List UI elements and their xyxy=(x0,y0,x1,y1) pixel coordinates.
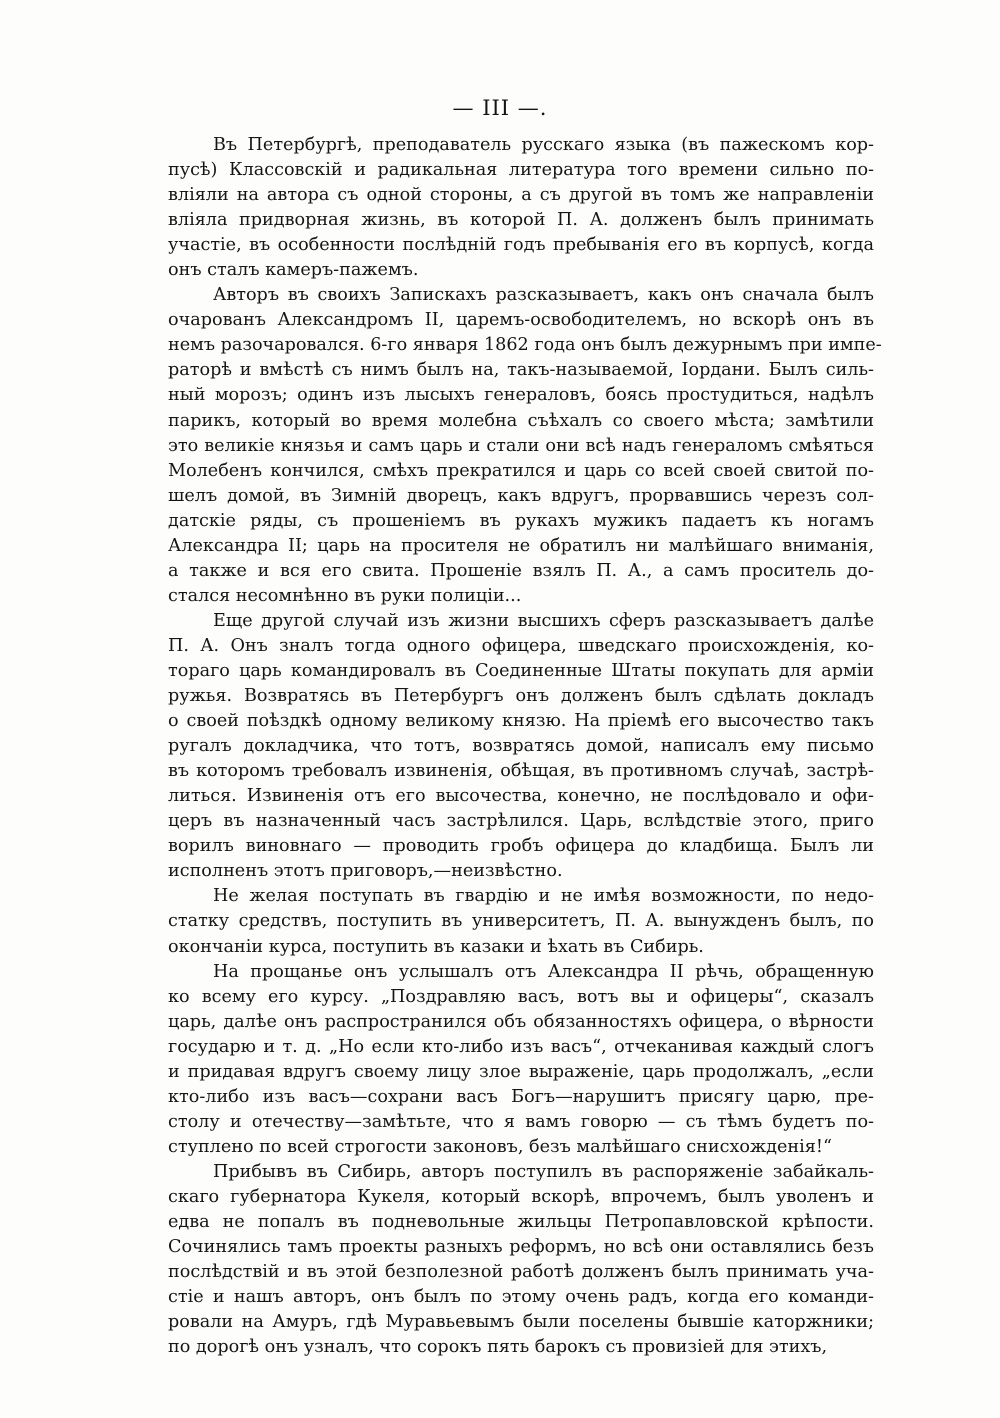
text-line: вліяла придворная жизнь, въ которой П. А. долженъ былъ принимать xyxy=(168,210,874,231)
text-line: ружья. Возвратясь въ Петербургъ онъ долженъ былъ сдѣлать докладъ xyxy=(168,686,874,707)
text-line: а также и вся его свита. Прошеніе взялъ П. А., а самъ проситель до- xyxy=(168,560,874,581)
text-line: въ которомъ требовалъ извиненія, обѣщая, въ противномъ случаѣ, застрѣ- xyxy=(168,761,874,782)
text-line: Еще другой случай изъ жизни высшихъ сферъ разсказываетъ далѣе xyxy=(213,610,874,631)
text-line: Молебенъ кончился, смѣхъ прекратился и царь со всей своей свитой по- xyxy=(168,460,874,481)
page-number: — III —. xyxy=(452,96,548,120)
text-line: Авторъ въ своихъ Запискахъ разсказываетъ, какъ онъ сначала былъ xyxy=(213,285,874,306)
text-line: столу и отечеству—замѣтьте, что я вамъ говорю — съ тѣмъ будетъ по- xyxy=(168,1111,874,1132)
text-line: это великіе князья и самъ царь и стали они всѣ надъ генераломъ смѣяться xyxy=(168,435,874,456)
text-line: участіе, въ особенности послѣдній годъ пребыванія его въ корпусѣ, когда xyxy=(168,235,874,256)
text-line: литься. Извиненія отъ его высочества, конечно, не послѣдовало и офи- xyxy=(168,786,874,807)
text-line: церъ въ назначенный часъ застрѣлился. Царь, вслѣдствіе этого, приго xyxy=(168,811,874,832)
text-line: кто-либо изъ васъ—сохрани васъ Богъ—нарушитъ присягу царю, пре- xyxy=(168,1086,874,1107)
text-line: Сочинялись тамъ проекты разныхъ реформъ, но всѣ они оставлялись безъ xyxy=(168,1237,874,1258)
text-line: Въ Петербургѣ, преподаватель русскаго языка (въ пажескомъ кор- xyxy=(213,135,874,155)
text-line: о своей поѣздкѣ одному великому князю. На пріемѣ его высочество такъ xyxy=(168,711,874,732)
text-line: ко всему его курсу. „Поздравляю васъ, вотъ вы и офицеры“, сказалъ xyxy=(168,986,874,1007)
text-line: ругалъ докладчика, что тотъ, возвратясь домой, написалъ ему письмо xyxy=(168,736,874,757)
text-line: послѣдствій и въ этой безполезной работѣ долженъ былъ принимать уча- xyxy=(168,1262,874,1283)
paragraph xyxy=(168,1160,874,1360)
text-line: датскіе ряды, съ прошеніемъ въ рукахъ мужикъ падаетъ къ ногамъ xyxy=(168,510,874,531)
text-line: Александра II; царь на просителя не обратилъ ни малѣйшаго вниманія, xyxy=(168,535,874,556)
paragraph xyxy=(168,884,874,959)
text-line: и придавая вдругъ своему лицу злое выраженіе, царь продолжалъ, „если xyxy=(168,1061,874,1082)
text-line: очарованъ Александромъ II, царемъ-освободителемъ, но вскорѣ онъ въ xyxy=(168,310,874,331)
text-line: шелъ домой, въ Зимній дворецъ, какъ вдругъ, прорвавшись черезъ сол- xyxy=(168,485,874,506)
text-line: Не желая поступать въ гвардію и не имѣя возможности, по недо- xyxy=(213,886,874,907)
text-line: исполненъ этотъ приговоръ,—неизвѣстно. xyxy=(168,861,563,882)
text-line: парикъ, который во время молебна съѣхалъ со своего мѣста; замѣтили xyxy=(168,410,874,431)
text-line: На прощанье онъ услышалъ отъ Александра II рѣчь, обращенную xyxy=(213,961,874,982)
paragraph xyxy=(168,133,874,283)
text-line: ступлено по всей строгости законовъ, безъ малѣйшаго снисхожденія!“ xyxy=(168,1136,832,1157)
text-line: ворилъ виновнаго — проводить гробъ офицера до кладбища. Былъ ли xyxy=(168,836,874,857)
paragraph xyxy=(168,609,874,885)
text-line: раторѣ и вмѣстѣ съ нимъ былъ на, такъ-называемой, Іордани. Былъ силь- xyxy=(168,360,874,381)
text-line: немъ разочаровался. 6-го января 1862 года онъ былъ дежурнымъ при импе- xyxy=(168,335,882,356)
text-line: царь, далѣе онъ распространился объ обязанностяхъ офицера, о вѣрности xyxy=(168,1011,874,1032)
body-text xyxy=(168,133,882,1360)
text-line: государю и т. д. „Но если кто-либо изъ васъ“, отчеканивая каждый слогъ xyxy=(168,1036,874,1057)
text-line: пусѣ) Классовскій и радикальная литература того времени сильно по- xyxy=(168,160,874,181)
text-line: скаго губернатора Кукеля, который вскорѣ, впрочемъ, былъ уволенъ и xyxy=(168,1186,874,1207)
text-line: тораго царь командировалъ въ Соединенные Штаты покупать для арміи xyxy=(168,660,874,681)
text-line: ровали на Амуръ, гдѣ Муравьевымъ были поселены бывшіе каторжники; xyxy=(168,1312,874,1333)
text-line: статку средствъ, поступить въ университетъ, П. А. вынужденъ былъ, по xyxy=(168,911,874,932)
text-line: стался несомнѣнно въ руки полиціи... xyxy=(168,585,522,606)
text-line: П. А. Онъ зналъ тогда одного офицера, шведскаго происхожденія, ко- xyxy=(168,635,874,656)
paragraph xyxy=(168,960,874,1160)
text-line: по дорогѣ онъ узналъ, что сорокъ пять барокъ съ провизіей для этихъ, xyxy=(168,1337,828,1358)
text-line: ный морозъ; одинъ изъ лысыхъ генераловъ, боясь простудиться, надѣлъ xyxy=(168,385,874,406)
text-line: вліяли на автора съ одной стороны, а съ другой въ томъ же направленіи xyxy=(168,185,874,206)
text-line: едва не попалъ въ подневольные жильцы Петропавловской крѣпости. xyxy=(168,1212,874,1233)
text-line: окончаніи курса, поступить въ казаки и ѣхать въ Сибирь. xyxy=(168,936,704,957)
paragraph xyxy=(168,283,882,609)
text-line: онъ сталъ камеръ-пажемъ. xyxy=(168,260,419,281)
text-line: стіе и нашъ авторъ, онъ былъ по этому очень радъ, когда его команди- xyxy=(168,1287,874,1308)
text-line: Прибывъ въ Сибирь, авторъ поступилъ въ распоряженіе забайкаль- xyxy=(213,1161,874,1182)
